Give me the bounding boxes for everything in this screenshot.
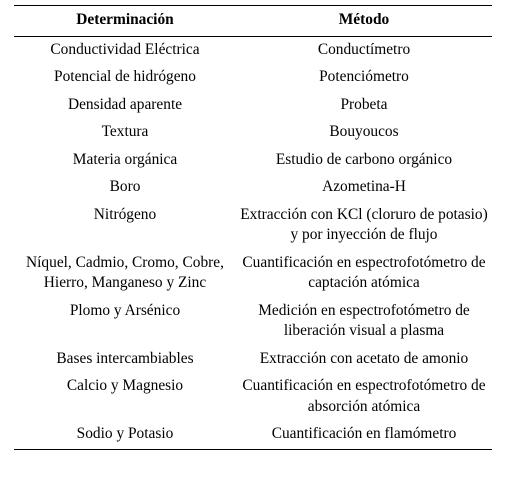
table-row [14, 36, 492, 64]
table-row [14, 174, 492, 202]
determination-cell: Potencial de hidrógeno [54, 68, 196, 85]
table-row [14, 298, 492, 346]
table-row [14, 64, 492, 92]
determination-cell: Materia orgánica [72, 150, 178, 168]
method-cell: Cuantificación en espectrofotómetro de captación atómica [242, 253, 486, 291]
determination-cell: Plomo y Arsénico [69, 301, 181, 319]
determination-cell: Bases intercambiables [56, 349, 194, 367]
table-row [14, 119, 492, 147]
determination-cell: Conductividad Eléctrica [50, 40, 200, 58]
method-cell: Medición en espectrofotómetro de liberación visual a plasma [258, 301, 470, 339]
header-method: Método [338, 11, 390, 28]
method-cell: Probeta [340, 95, 388, 113]
table-body [14, 36, 492, 449]
method-cell: Potenciómetro [319, 68, 409, 85]
table-row [14, 202, 492, 250]
methods-table-container [14, 5, 492, 450]
table-row [14, 92, 492, 120]
method-cell: Extracción con acetato de amonio [259, 349, 469, 367]
method-cell: Bouyoucos [329, 123, 399, 140]
methods-table [14, 5, 492, 450]
table-row [14, 421, 492, 449]
determination-cell: Boro [109, 178, 141, 195]
table-row [14, 346, 492, 374]
determination-cell: Nitrógeno [93, 205, 157, 223]
method-cell: Extracción con KCl (cloruro de potasio) y por inyección de flujo [240, 205, 488, 243]
determination-cell: Níquel, Cadmio, Cromo, Cobre, Hierro, Manganeso y Zinc [26, 253, 224, 291]
method-cell: Cuantificación en espectrofotómetro de absorción atómica [242, 377, 486, 415]
header-determination: Determinación [76, 11, 174, 28]
determination-cell: Calcio y Magnesio [66, 377, 184, 394]
determination-cell: Sodio y Potasio [76, 425, 174, 442]
header-row [14, 6, 492, 37]
determination-cell: Densidad aparente [67, 95, 183, 113]
method-cell: Cuantificación en flamómetro [271, 425, 457, 442]
table-row [14, 147, 492, 175]
determination-cell: Textura [101, 123, 149, 140]
table-header [14, 6, 492, 37]
method-cell: Conductímetro [317, 40, 411, 58]
table-row [14, 373, 492, 421]
table-row [14, 250, 492, 298]
method-cell: Azometina-H [322, 178, 406, 195]
method-cell: Estudio de carbono orgánico [275, 150, 453, 168]
